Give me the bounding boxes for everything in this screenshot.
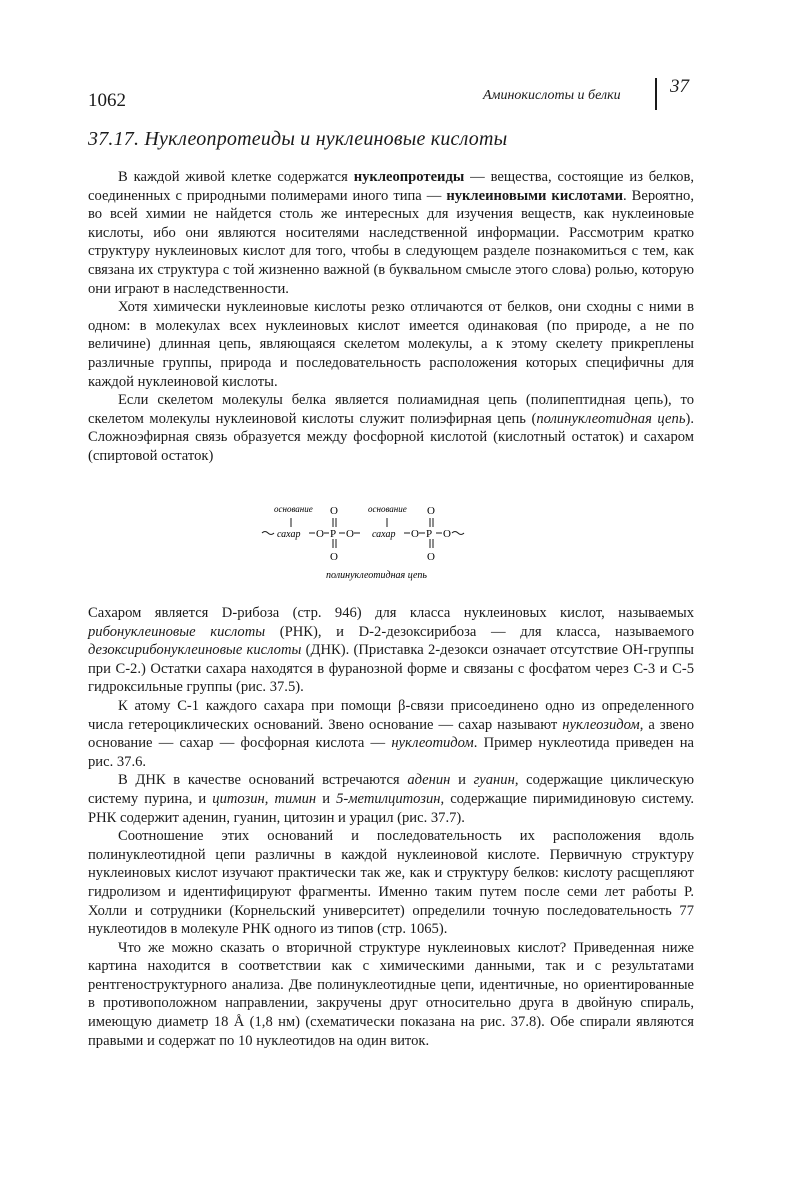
diagram-oxygen-bottom-2: O [427, 551, 435, 563]
diagram-sugar-2: сахар [372, 529, 396, 540]
p6-text: , содержащие пиримидиновую систему. РНК содержит аденин, гуанин, цитозин и урацил (рис. 37.7). [88, 790, 694, 826]
p6-term-thymine: тимин [274, 790, 317, 807]
p6-text: и [316, 790, 337, 807]
p1-text: В каждой живой клетке содержатся [118, 169, 354, 185]
text-block-upper [88, 168, 694, 466]
diagram-oxygen-top-2: O [427, 505, 435, 517]
paragraph-6 [88, 771, 694, 827]
diagram-sugar-1: сахар [277, 529, 301, 540]
diagram-oxygen-chain: O [316, 528, 324, 540]
paragraph-8: Что же можно сказать о вторичной структуре нуклеиновых кислот? Приведенная ниже картина находится в соответствии как с химическими данными, так и с результатами рентгеноструктурного анализа. Две полинуклеотидные цепи, идентичные, но ориентированные в противоположном направлении, закручены друг относительно друга в двойную спираль, имеющую диаметр 18 Å (1,8 нм) (схематически показана на рис. 37.8). Обе спирали являются правыми и содержат по 10 нуклеотидов на один виток. [88, 939, 694, 1049]
diagram-oxygen-bottom-1: O [330, 551, 338, 563]
p3-text: ). Сложноэфирная связь образуется между фосфорной кислотой (кислотный остаток) и сахаром (спиртовой остаток) [88, 410, 694, 464]
polynucleotide-chain-diagram [260, 502, 520, 582]
diagram-chain-wave-right [452, 532, 464, 535]
p4-text: (РНК), и D-2-дезоксирибоза — для класса, называемого [265, 623, 694, 640]
running-head: Аминокислоты и белки [483, 88, 621, 103]
paragraph-5 [88, 697, 694, 771]
p5-text: . Пример нуклеотида приведен на рис. 37.6. [88, 735, 694, 770]
p5-term-nucleoside: нуклеозидом [562, 716, 640, 733]
diagram-base-label-2: основание [368, 504, 407, 514]
diagram-chain-wave-left [262, 532, 274, 535]
p6-term-adenine: аденин [407, 772, 451, 789]
p4-text: Сахаром является D-рибоза (стр. 946) для класса нуклеиновых кислот, называемых [88, 605, 694, 621]
page-number: 1062 [88, 90, 126, 111]
p1-term-nucleic-acids: нуклеиновыми кислотами [446, 187, 624, 204]
p6-text: В ДНК в качестве оснований встречаются [118, 772, 408, 789]
text-block-lower [88, 604, 694, 1050]
p5-text: , а звено основание — сахар — фосфорная кислота — [88, 716, 694, 752]
p5-text: К атому C-1 каждого сахара при помощи β-связи присоединено одно из определенного числа гетероциклических оснований. Звено основание — сахар называют [88, 697, 694, 733]
p4-term-rna: рибонуклеиновые кислоты [88, 623, 266, 640]
p3-term-polynucleotide-chain: полинуклеотидная цепь [536, 410, 686, 427]
diagram-phosphorus-2: P [426, 528, 433, 540]
p6-term-guanine: гуанин [473, 772, 515, 789]
paragraph-4 [88, 604, 694, 697]
paragraph-7: Соотношение этих оснований и последовательность их расположения вдоль полинуклеотидной цепи различны в каждой нуклеиновой кислоте. Первичную структуру нуклеиновых кислот изучают практически так же, как и структуру белков: кислоту расщепляют гидролизом и идентифицируют фрагменты. Именно таким путем после семи лет работы Р. Холли и сотрудники (Корнельский университет) определили точную последовательность 77 нуклеотидов в молекуле РНК одного из типов (стр. 1065). [88, 828, 694, 938]
p5-term-nucleotide: нуклеотидом [391, 735, 474, 752]
p6-text: и [450, 772, 474, 789]
p1-text: . Вероятно, во всей химии не найдется столь же интересных для изучения веществ, как нуклеиновые кислоты, ибо они являются носителями наследственной информации. Рассмотрим кратко структуру нуклеиновых кислот для того, чтобы в следующем разделе познакомиться с тем, как связана их структура с той жизненно важной (в буквальном смысле этого слова) ролью, которую они играют в наследственности. [88, 187, 694, 297]
diagram-oxygen-chain: O [411, 528, 419, 540]
p6-term-cytosine: цитозин [212, 790, 265, 807]
p6-text: , содержащие циклическую систему пурина, и [88, 772, 695, 807]
p6-text: , [264, 790, 275, 807]
p4-text: (ДНК). (Приставка 2-дезокси означает отсутствие OH-группы при C-2.) Остатки сахара находятся в фуранозной форме и связаны с фосфатом через C-3 и C-5 гидроксильные группы (рис. 37.5). [88, 642, 694, 696]
diagram-oxygen-chain: O [346, 528, 354, 540]
p4-term-dna: дезоксирибонуклеиновые кислоты [88, 642, 302, 659]
paragraph-2: Хотя химически нуклеиновые кислоты резко отличаются от белков, они сходны с ними в одном: в молекулах всех нуклеиновых кислот имеется одинаковая (по природе, а не по величине) длинная цепь, являющаяся скелетом молекулы, а к этому скелету прикреплены различные группы, природа и последовательность расположения которых специфичны для каждой нуклеиновой кислоты. [88, 299, 694, 390]
p1-term-nucleoproteids: нуклеопротеиды [353, 169, 465, 185]
paragraph-3 [88, 391, 694, 465]
diagram-oxygen-chain: O [443, 528, 451, 540]
p3-text: Если скелетом молекулы белка является полиамидная цепь (полипептидная цепь), то скелетом молекулы нуклеиновой кислоты служит полиэфирная цепь ( [88, 392, 694, 427]
diagram-phosphorus-1: P [330, 528, 337, 540]
p6-term-methylcytosine: 5-метилцитозин [336, 790, 441, 807]
diagram-caption: полинуклеотидная цепь [326, 570, 427, 581]
p1-text: — вещества, состоящие из белков, соединенных с природными полимерами иного типа — [88, 169, 694, 204]
chapter-number: 37 [670, 76, 689, 97]
section-title: 37.17. Нуклеопротеиды и нуклеиновые кислоты [88, 128, 508, 150]
paragraph-1 [88, 168, 694, 298]
header-divider [655, 78, 657, 110]
diagram-base-label-1: основание [274, 504, 313, 514]
diagram-oxygen-top-1: O [330, 505, 338, 517]
